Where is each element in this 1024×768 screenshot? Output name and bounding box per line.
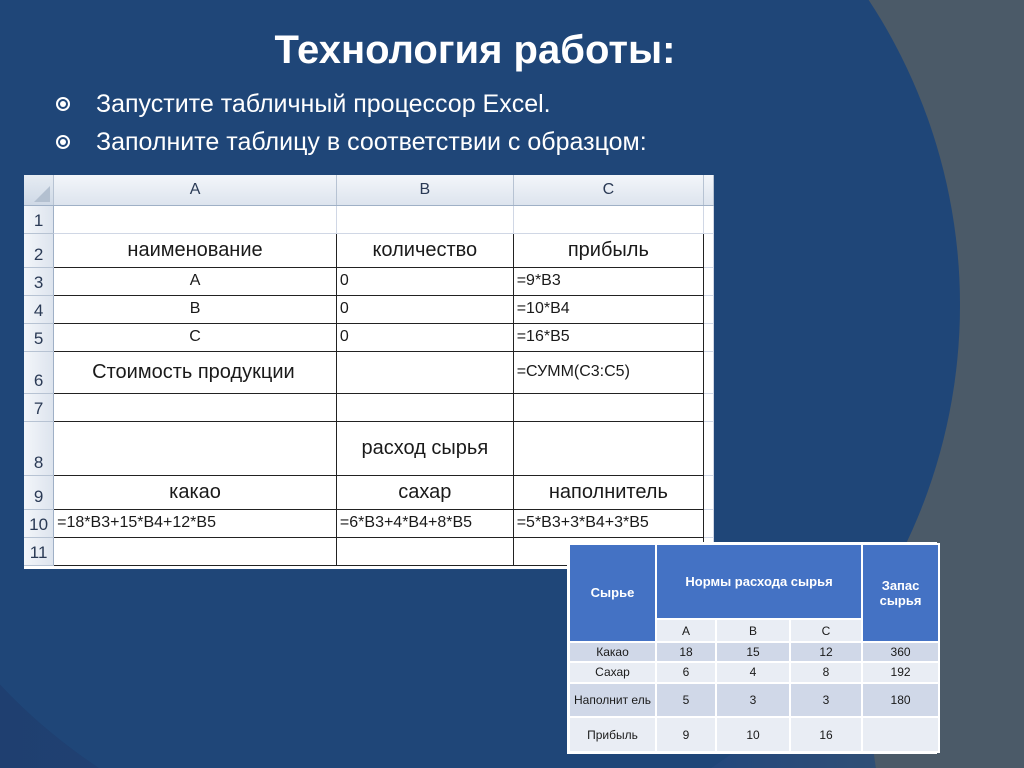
select-all-corner — [24, 175, 54, 205]
excel-sheet-screenshot — [24, 175, 714, 569]
row-value-b: 10 — [716, 717, 790, 752]
cell-c6: =СУММ(C3:C5) — [513, 351, 703, 393]
row-header: 2 — [24, 233, 54, 267]
cell-a7 — [54, 393, 337, 421]
row-value-c: 3 — [790, 683, 862, 718]
cell-b1 — [336, 205, 513, 233]
bullet-text: Запустите табличный процессор Excel. — [96, 89, 551, 118]
cell-d5 — [704, 323, 714, 351]
cell-a6: Стоимость продукции — [54, 351, 337, 393]
sub-column-c: C — [790, 619, 862, 641]
cell-b9: сахар — [336, 475, 513, 509]
row-value-a: 18 — [656, 642, 716, 662]
row-header: 11 — [24, 537, 54, 565]
cell-c4: =10*B4 — [513, 295, 703, 323]
table-row — [569, 717, 939, 752]
cell-a5: C — [54, 323, 337, 351]
header-material: Сырье — [569, 544, 656, 642]
row-name: Наполнит ель — [569, 683, 656, 718]
header-stock: Запас сырья — [862, 544, 939, 642]
cell-b11 — [336, 537, 513, 565]
row-value-b: 3 — [716, 683, 790, 718]
cell-b3: 0 — [336, 267, 513, 295]
bullet-item — [56, 86, 647, 122]
cell-b5: 0 — [336, 323, 513, 351]
spreadsheet-grid — [24, 175, 714, 566]
row-stock — [862, 717, 939, 752]
row-name: Какао — [569, 642, 656, 662]
cell-c3: =9*B3 — [513, 267, 703, 295]
column-header-c: C — [513, 175, 703, 205]
row-value-c: 12 — [790, 642, 862, 662]
cell-d4 — [704, 295, 714, 323]
row-header: 10 — [24, 509, 54, 537]
row-name: Сахар — [569, 662, 656, 682]
cell-d8 — [704, 421, 714, 475]
cell-c7 — [513, 393, 703, 421]
cell-a4: B — [54, 295, 337, 323]
cell-a10: =18*B3+15*B4+12*B5 — [54, 509, 337, 537]
table-row — [569, 642, 939, 662]
cell-b7 — [336, 393, 513, 421]
cell-c5: =16*B5 — [513, 323, 703, 351]
column-header-a: A — [54, 175, 337, 205]
cell-b4: 0 — [336, 295, 513, 323]
sub-column-a: A — [656, 619, 716, 641]
cell-d2 — [704, 233, 714, 267]
cell-d1 — [704, 205, 714, 233]
row-header: 5 — [24, 323, 54, 351]
cell-a1 — [54, 205, 337, 233]
row-header: 9 — [24, 475, 54, 509]
row-header: 6 — [24, 351, 54, 393]
row-value-a: 5 — [656, 683, 716, 718]
cell-a3: A — [54, 267, 337, 295]
row-value-b: 4 — [716, 662, 790, 682]
bullet-text: Заполните таблицу в соответствии с образцом: — [96, 127, 647, 156]
cell-a9: какао — [54, 475, 337, 509]
column-header-d — [704, 175, 714, 205]
row-header: 8 — [24, 421, 54, 475]
cell-a11 — [54, 537, 337, 565]
cell-d7 — [704, 393, 714, 421]
row-header: 1 — [24, 205, 54, 233]
row-stock: 192 — [862, 662, 939, 682]
row-value-c: 16 — [790, 717, 862, 752]
bullet-icon — [56, 135, 70, 149]
row-stock: 360 — [862, 642, 939, 662]
table-row — [569, 662, 939, 682]
cell-d3 — [704, 267, 714, 295]
cell-a2: наименование — [54, 233, 337, 267]
cell-c8 — [513, 421, 703, 475]
cell-d10 — [704, 509, 714, 537]
cell-d9 — [704, 475, 714, 509]
sub-column-b: B — [716, 619, 790, 641]
table-row — [569, 683, 939, 718]
row-header: 4 — [24, 295, 54, 323]
cell-b2: количество — [336, 233, 513, 267]
row-value-c: 8 — [790, 662, 862, 682]
row-value-a: 9 — [656, 717, 716, 752]
cell-c1 — [513, 205, 703, 233]
cell-d6 — [704, 351, 714, 393]
cell-b8: расход сырья — [336, 421, 513, 475]
row-stock: 180 — [862, 683, 939, 718]
bullet-icon — [56, 97, 70, 111]
slide-title: Технология работы: — [274, 28, 676, 72]
row-header: 3 — [24, 267, 54, 295]
header-norms: Нормы расхода сырья — [656, 544, 862, 619]
column-header-b: B — [336, 175, 513, 205]
bullet-item — [56, 124, 647, 160]
norms-table — [567, 542, 937, 754]
cell-c9: наполнитель — [513, 475, 703, 509]
cell-c2: прибыль — [513, 233, 703, 267]
row-value-a: 6 — [656, 662, 716, 682]
cell-b10: =6*B3+4*B4+8*B5 — [336, 509, 513, 537]
bullet-list — [56, 86, 647, 162]
cell-a8 — [54, 421, 337, 475]
cell-c10: =5*B3+3*B4+3*B5 — [513, 509, 703, 537]
row-header: 7 — [24, 393, 54, 421]
cell-b6 — [336, 351, 513, 393]
row-value-b: 15 — [716, 642, 790, 662]
row-name: Прибыль — [569, 717, 656, 752]
